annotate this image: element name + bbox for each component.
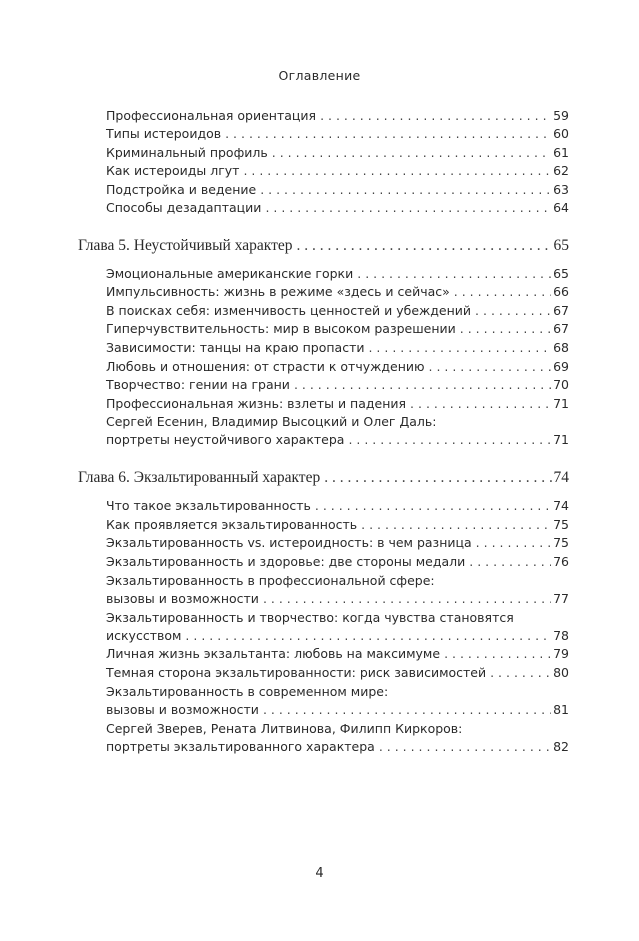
entry-title: Типы истероидов (106, 126, 222, 141)
toc-entry[interactable] (106, 284, 569, 300)
toc-entry[interactable] (106, 377, 569, 393)
entry-title: Гиперчувствительность: мир в высоком разрешении (106, 321, 456, 336)
page-number: 78 (553, 628, 569, 643)
page-number: 68 (553, 340, 569, 355)
page-number: 61 (553, 145, 569, 160)
chapter-title: Глава 6. Экзальтированный характер (78, 469, 321, 486)
entry-title: В поисках себя: изменчивость ценностей и убеждений (106, 303, 472, 318)
page-number: 71 (553, 432, 569, 447)
entry-title-first-line[interactable]: Экзальтированность в современном мире: (106, 684, 389, 699)
entry-title: Личная жизнь экзальтанта: любовь на максимуме (106, 646, 441, 661)
leader-dots (469, 554, 551, 570)
page-number: 81 (553, 702, 569, 717)
entry-title: портреты неустойчивого характера (106, 432, 345, 447)
leader-dots (379, 739, 551, 755)
page-number: 76 (553, 554, 569, 569)
page-number: 66 (553, 284, 569, 299)
page-number: 59 (553, 108, 569, 123)
entry-title-first-line[interactable]: Экзальтированность в профессиональной сфере: (106, 573, 435, 588)
entry-title: Профессиональная ориентация (106, 108, 317, 123)
toc-entry[interactable] (106, 163, 569, 179)
toc-entry[interactable] (106, 628, 569, 644)
entry-title: искусством (106, 628, 182, 643)
leader-dots (315, 498, 551, 514)
toc-entry[interactable] (106, 321, 569, 337)
leader-dots (368, 340, 551, 356)
toc-entry[interactable] (106, 554, 569, 570)
page-number: 69 (553, 359, 569, 374)
leader-dots (357, 266, 551, 282)
toc-entry[interactable] (106, 396, 569, 412)
entry-title: Профессиональная жизнь: взлеты и падения (106, 396, 407, 411)
leader-dots (243, 163, 551, 179)
running-header: Оглавление (278, 68, 361, 83)
chapter-title: Глава 5. Неустойчивый характер (78, 237, 293, 254)
entry-title: Эмоциональные американские горки (106, 266, 354, 281)
entry-title: Импульсивность: жизнь в режиме «здесь и сейчас» (106, 284, 450, 299)
leader-dots (454, 284, 551, 300)
leader-dots (260, 182, 551, 198)
toc-entry[interactable] (106, 266, 569, 282)
entry-title: Способы дезадаптации (106, 200, 262, 215)
page-number: 75 (553, 517, 569, 532)
entry-title: Любовь и отношения: от страсти к отчуждению (106, 359, 425, 374)
toc-entry[interactable] (106, 517, 569, 533)
page-number: 65 (553, 266, 569, 281)
page-number: 80 (553, 665, 569, 680)
leader-dots (185, 628, 551, 644)
toc-entry[interactable] (106, 432, 569, 448)
chapter-heading[interactable] (78, 236, 569, 256)
page-number: 77 (553, 591, 569, 606)
entry-title: Темная сторона экзальтированности: риск зависимостей (106, 665, 487, 680)
toc-entry[interactable] (106, 145, 569, 161)
entry-title: Криминальный профиль (106, 145, 268, 160)
page-number: 63 (553, 182, 569, 197)
leader-dots (324, 468, 551, 488)
entry-title-first-line[interactable]: Экзальтированность и творчество: когда чувства становятся (106, 610, 514, 625)
entry-title-first-line[interactable]: Сергей Есенин, Владимир Высоцкий и Олег Даль: (106, 414, 437, 429)
entry-title: Творчество: гении на грани (106, 377, 290, 392)
toc-entry[interactable] (106, 665, 569, 681)
leader-dots (320, 108, 551, 124)
toc-entry[interactable] (106, 182, 569, 198)
leader-dots (460, 321, 551, 337)
leader-dots (476, 535, 551, 551)
toc-entry[interactable] (106, 498, 569, 514)
entry-title-first-line[interactable]: Сергей Зверев, Рената Литвинова, Филипп Киркоров: (106, 721, 463, 736)
toc-entry[interactable] (106, 126, 569, 142)
entry-title: Зависимости: танцы на краю пропасти (106, 340, 365, 355)
page-number: 82 (553, 739, 569, 754)
leader-dots (410, 396, 551, 412)
chapter-heading[interactable] (78, 468, 569, 488)
page-folio: 4 (315, 866, 324, 881)
entry-title: Как истероиды лгут (106, 163, 240, 178)
toc-entry[interactable] (106, 535, 569, 551)
page-number: 67 (553, 303, 569, 318)
page-number: 74 (553, 498, 569, 513)
page-number: 74 (553, 469, 569, 486)
leader-dots (263, 702, 551, 718)
entry-title: Подстройка и ведение (106, 182, 257, 197)
toc-entry[interactable] (106, 200, 569, 216)
leader-dots (444, 646, 551, 662)
toc-entry[interactable] (106, 303, 569, 319)
page-number: 67 (553, 321, 569, 336)
page-number: 62 (553, 163, 569, 178)
entry-title: вызовы и возможности (106, 702, 259, 717)
page-number: 70 (553, 377, 569, 392)
leader-dots (429, 359, 552, 375)
page-number: 60 (553, 126, 569, 141)
leader-dots (297, 236, 552, 256)
entry-title: портреты экзальтированного характера (106, 739, 375, 754)
leader-dots (272, 145, 551, 161)
entry-title: Как проявляется экзальтированность (106, 517, 358, 532)
entry-title: вызовы и возможности (106, 591, 259, 606)
toc-entry[interactable] (106, 591, 569, 607)
entry-title: Экзальтированность и здоровье: две стороны медали (106, 554, 466, 569)
page-number: 79 (553, 646, 569, 661)
toc-entry[interactable] (106, 646, 569, 662)
leader-dots (490, 665, 551, 681)
entry-title: Что такое экзальтированность (106, 498, 311, 513)
leader-dots (294, 377, 551, 393)
leader-dots (475, 303, 551, 319)
page-number: 71 (553, 396, 569, 411)
page-number: 75 (553, 535, 569, 550)
leader-dots (265, 200, 551, 216)
toc-entry[interactable] (106, 340, 569, 356)
leader-dots (361, 517, 551, 533)
entry-title: Экзальтированность vs. истероидность: в чем разница (106, 535, 472, 550)
leader-dots (263, 591, 551, 607)
toc-entry[interactable] (106, 359, 569, 375)
page-number: 65 (553, 237, 569, 254)
page-number: 64 (553, 200, 569, 215)
toc-entry[interactable] (106, 702, 569, 718)
toc-entry[interactable] (106, 108, 569, 124)
leader-dots (225, 126, 551, 142)
toc-entry[interactable] (106, 739, 569, 755)
leader-dots (348, 432, 551, 448)
